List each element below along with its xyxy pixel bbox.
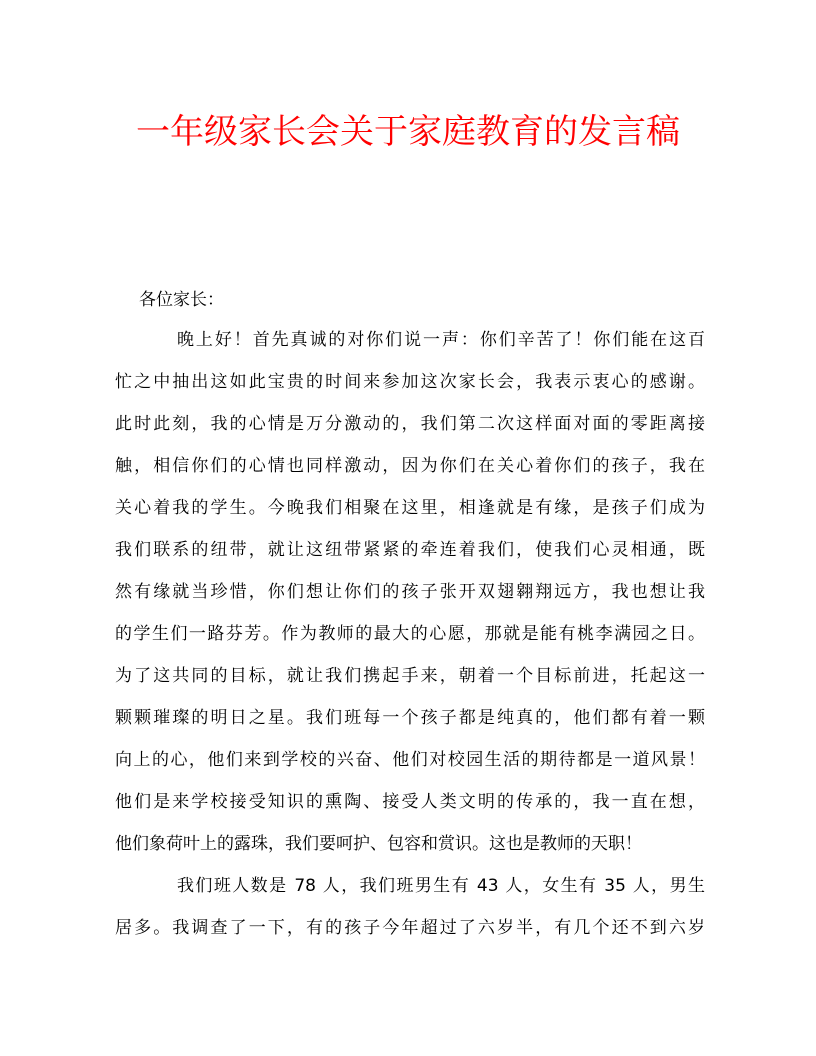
paragraph-line: 然有缘就当珍惜，你们想让你们的孩子张开双翅翱翔远方，我也想让我: [115, 582, 705, 602]
paragraph-line: 关心着我的学生。今晚我们相聚在这里，相逢就是有缘，是孩子们成为: [115, 498, 705, 518]
paragraph-line: 为了这共同的目标，就让我们携起手来，朝着一个目标前进，托起这一: [115, 666, 705, 686]
paragraph-line: 他们象荷叶上的露珠，我们要呵护、包容和赏识。这也是教师的天职！: [115, 834, 642, 854]
paragraph-line: 此时此刻，我的心情是万分激动的，我们第二次这样面对面的零距离接: [115, 414, 705, 434]
paragraph-line: 我们联系的纽带，就让这纽带紧紧的牵连着我们，使我们心灵相通，既: [115, 540, 705, 560]
paragraph-line: 晚上好！首先真诚的对你们说一声：你们辛苦了！你们能在这百: [177, 330, 705, 350]
paragraph-line: 颗颗璀璨的明日之星。我们班每一个孩子都是纯真的，他们都有着一颗: [115, 708, 705, 728]
paragraph-line: 他们是来学校接受知识的熏陶、接受人类文明的传承的，我一直在想，: [115, 792, 705, 812]
paragraph-line: 我们班人数是 78 人，我们班男生有 43 人，女生有 35 人，男生: [177, 876, 705, 896]
paragraph-line: 忙之中抽出这如此宝贵的时间来参加这次家长会，我表示衷心的感谢。: [115, 372, 705, 392]
salutation: 各位家长：: [139, 290, 224, 310]
paragraph-line: 的学生们一路芬芳。作为教师的最大的心愿，那就是能有桃李满园之日。: [115, 624, 705, 644]
document-title: 一年级家长会关于家庭教育的发言稿: [136, 112, 680, 152]
paragraph-line: 居多。我调查了一下，有的孩子今年超过了六岁半，有几个还不到六岁: [115, 918, 705, 938]
paragraph-line: 触，相信你们的心情也同样激动，因为你们在关心着你们的孩子，我在: [115, 456, 705, 476]
paragraph-line: 向上的心，他们来到学校的兴奋、他们对校园生活的期待都是一道风景！: [115, 750, 705, 770]
